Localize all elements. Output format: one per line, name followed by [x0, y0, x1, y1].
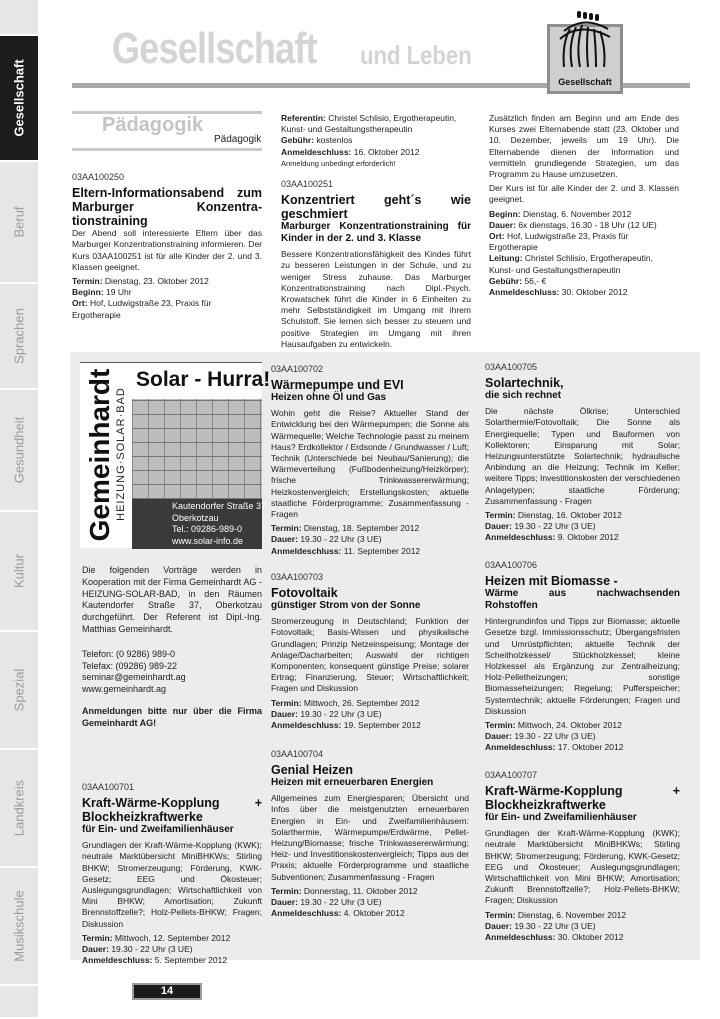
course-anmeldeschluss: 5. September 2012 — [154, 955, 228, 966]
course-dauer: 19.30 - 22 Uhr (3 UE) — [300, 534, 382, 545]
course-code: 03AA100251 — [281, 179, 334, 190]
course-dauer: 19.30 - 22 Uhr (3 UE) — [514, 521, 596, 532]
course-anmeldeschluss: Anmeldeschluss: 16. Oktober 2012 — [281, 146, 420, 157]
weeping-willow-icon — [550, 9, 620, 69]
course-title: Solartechnik, — [485, 376, 564, 391]
course-title: Eltern-Informationsabend zum Marburger Konzentra-tionstraining — [72, 186, 262, 229]
sidetab-gesundheit[interactable] — [0, 390, 38, 512]
course-card: 03AA100704 Genial Heizen Heizen mit erneuerbaren Energien Allgemeines zum Energiesparen; Übersicht und Infos über die meistgenutzten erneuerbaren Energien in Ein- und Zweifamilienhäusern: Solarthermie, Wärmepumpe/Erdwärme, Pellet-Heizung/Biomasse; frische Trinkwassererwärmung; Heiz- und Investitionskostenvergleich; Tipps aus der Praxis; aktuelle Förderprogramme und staatliche Subventionen; Zusammenfassung - Fragen Termin: Donnerstag, 11. Oktober 2012 Dauer: 19.30 - 22 Uhr (3 UE) Anmeldeschluss: 4. Oktober 2012 — [271, 749, 469, 919]
course-anmeldeschluss: 17. Oktober 2012 — [557, 742, 624, 753]
sidetab-spezial[interactable] — [0, 632, 38, 750]
course-anmeldeschluss: Anmeldeschluss: 30. Oktober 2012 — [489, 287, 628, 298]
header-title-main: Gesellschaft — [112, 24, 317, 73]
course-termin: Dienstag, 18. September 2012 — [303, 523, 420, 534]
course-subtitle: Wärme aus nachwachsenden Rohstoffen — [485, 588, 680, 612]
course-termin: Mittwoch, 12. September 2012 — [114, 932, 231, 943]
gemeinhardt-advertisement — [80, 362, 271, 548]
course-anmeldeschluss: 9. Oktober 2012 — [557, 532, 619, 543]
course-description: Grundlagen der Kraft-Wärme-Kopplung (KWK); neutrale Marktübersicht MiniBHKWs; Stirling BHKW; Stromerzeugung; Förderung, KWK-Gesetz; EEG und Ökosteuer; Auslegungsgrundlagen; Wirtschaftlichkeit von Mini BHKW; Amortisation; Zukunft Brennstoffzelle?; Holz-Pellets-BHKW; Fragen; Diskussion — [485, 828, 680, 906]
course-description: Der Abend soll interessierte Eltern über das Marburger Konzentrationstraining informieren. Der Kurs 03AA100251 ist für alle Kinder der 2. und 3. Klassen geeignet. — [72, 228, 262, 272]
gesellschaft-logo — [547, 24, 623, 94]
course-03AA100251 — [281, 179, 471, 349]
course-leitung: Leitung: Christel Schlisio, Ergotherapeutin, Kunst- und Gestaltungstherapeutin — [489, 253, 653, 275]
course-description: Stromerzeugung in Deutschland; Funktion der Fotovoltaik; Basis-Wissen und physikalische Grundlagen; Prinzip Netzeinspeisung; Montage der Anlage/Dacharbeiten; Auswahl der richtigen Komponenten; konsequent günstige Preise; solarer Ertrag; Finanzierung, Steuer; Wirtschaftlichkeit; Fragen und Diskussion — [271, 616, 469, 694]
course-anmeldeschluss: 30. Oktober 2012 — [557, 932, 624, 943]
fax: Telefax: (09286) 989-22 — [82, 660, 178, 671]
course-title: Kraft-Wärme-Kopplung + Blockheizkraftwerke — [485, 784, 680, 813]
course-termin: Donnerstag, 11. Oktober 2012 — [303, 885, 418, 896]
sidetab-landkreis[interactable] — [0, 750, 38, 868]
course-anmeldeschluss: 19. September 2012 — [343, 720, 421, 731]
cooperation-text: Die folgenden Vorträge werden in Kooperation mit der Firma Gemeinhardt AG - HEIZUNG-SOLAR-BAD, in den Räumen Kautendorfer Straße 37, Oberkotzau durchgeführt. Der Referent ist Dipl.-Ing. Matthias Gemeinhardt. — [82, 565, 262, 634]
course-title: Genial Heizen — [271, 763, 353, 778]
ad-brand-sub: HEIZUNG·SOLAR·BAD — [115, 387, 127, 521]
course-title: Konzentriert geht´s wie geschmiert — [281, 193, 471, 222]
course-termin: Dienstag, 16. Oktober 2012 — [517, 510, 622, 521]
course-subtitle: die sich rechnet — [485, 390, 562, 402]
course-code: 03AA100702 — [271, 364, 324, 374]
course-card: 03AA100705 Solartechnik, die sich rechnet Die nächste Ölkrise; Unterschied Solarthermie/Fotovoltaik; Die Sonne als Energiequelle; Typen und Bauformen von Kollektoren; Einsparung mit Solar; Heizungsunterstützte Solartechnik; hydraulische Anbindung an die Heizung; Technik im Keller; weitere Tipps; Investitionskosten der verschiedenen Anlagetypen; staatliche Förderung; Zusammenfassung - Fragen Termin: Dienstag, 16. Oktober 2012 Dauer: 19.30 - 22 Uhr (3 UE) Anmeldeschluss: 9. Oktober 2012 — [485, 362, 680, 543]
sidetab-label: Spezial — [11, 668, 27, 712]
course-card: 03AA100706 Heizen mit Biomasse - Wärme aus nachwachsenden Rohstoffen Hintergrundinfos und Tipps zur Biomasse; aktuelle Gesetze bzgl. Immissionsschutz; Übergangsfristen und Umrüstpflichten; aktuelle Technik der Scheitholzkessel/ Stückholzkessel; kleine Holzkessel als Ergänzung zur Zentralheizung; Holz-Pelletheizungen; sonstige Biomasseheizungen; Regelung; Pufferspeicher; Systemtechnik; aktuelle Förderungen; Fragen und Diskussion Termin: Mittwoch, 24. Oktober 2012 Dauer: 19.30 - 22 Uhr (3 UE) Anmeldeschluss: 17. Oktober 2012 — [485, 560, 680, 753]
sidetab-label: Kultur — [11, 554, 27, 588]
sidetab-label: Sprachen — [11, 308, 27, 364]
header-title-sub: und Leben — [360, 40, 472, 70]
course-card: 03AA100701 Kraft-Wärme-Kopplung + Blockheizkraftwerke für Ein- und Zweifamilienhäuser Grundlagen der Kraft-Wärme-Kopplung (KWK); neutrale Marktübersicht MiniBHKWs; Stirling BHKW; Stromerzeugung; Förderung, KWK-Gesetz; EEG und Ökosteuer; Auslegungsgrundlagen; Wirtschaftlichkeit von Mini BHKW; Amortisation; Zukunft Brennstoffzelle?; Holz-Pellets-BHKW; Fragen; Diskussion Termin: Mittwoch, 12. September 2012 Dauer: 19.30 - 22 Uhr (3 UE) Anmeldeschluss: 5. September 2012 — [82, 782, 262, 966]
course-code: 03AA100707 — [485, 770, 538, 780]
course-code: 03AA100703 — [271, 572, 324, 582]
course-card: 03AA100707 Kraft-Wärme-Kopplung + Blockheizkraftwerke für Ein- und Zweifamilienhäuser Grundlagen der Kraft-Wärme-Kopplung (KWK); neutrale Marktübersicht MiniBHKWs; Stirling BHKW; Stromerzeugung; Förderung, KWK-Gesetz; EEG und Ökosteuer; Auslegungsgrundlagen; Wirtschaftlichkeit von Mini BHKW; Amortisation; Zukunft Brennstoffzelle?; Holz-Pellets-BHKW; Fragen; Diskussion Termin: Dienstag, 6. November 2012 Dauer: 19.30 - 22 Uhr (3 UE) Anmeldeschluss: 30. Oktober 2012 — [485, 770, 680, 943]
sidetab-label: Landkreis — [11, 779, 27, 837]
course-title: Fotovoltaik — [271, 586, 338, 601]
sidetab-label: Gesundheit — [11, 416, 27, 484]
course-03AA100251-continued — [489, 113, 679, 298]
course-description: Allgemeines zum Energiesparen; Übersicht und Infos über die meistgenutzten erneuerbaren Energien in Ein- und Zweifamilienhäusern: Solarthermie, Wärmepumpe/Erdwärme, Pellet-Heizung/Biomasse; frische Trinkwassererwärmung; Heiz- und Investitionskostenvergleich; Tipps aus der Praxis; aktuelle Förderprogramme und staatliche Subventionen; Zusammenfassung - Fragen — [271, 793, 469, 882]
course-beginn: Beginn: 19 Uhr — [72, 287, 132, 298]
course-description-part2: Zusätzlich finden am Beginn und am Ende des Kurses zwei Elternabende statt (23. Oktober und 10. Dezember, jeweils um 19 Uhr). Die Elternabende dienen der Information und vermitteln grundlegende Strategien, um das Programm zu Hause umzusetzen. — [489, 113, 679, 180]
course-subtitle: für Ein- und Zweifamilienhäuser — [82, 824, 234, 836]
section-rule-bottom — [72, 148, 262, 151]
sidetab-label: Beruf — [11, 206, 27, 238]
course-description: Hintergrundinfos und Tipps zur Biomasse; aktuelle Gesetze bzgl. Immissionsschutz; Übergangsfristen und Umrüstpflichten; aktuelle Technik der Scheitholzkessel/ Stückholzkessel; kleine Holzkessel als Ergänzung zur Zentralheizung; Holz-Pelletheizungen; sonstige Biomasseheizungen; Regelung; Pufferspeicher; Systemtechnik; aktuelle Förderungen; Fragen und Diskussion — [485, 616, 680, 716]
cooperation-info — [82, 565, 262, 730]
sidetab-spacer — [0, 986, 38, 1019]
course-gebuehr: Gebühr: 56,- € — [489, 275, 547, 286]
course-dauer: Dauer: 6x dienstags, 16.30 - 18 Uhr (12 UE) — [489, 219, 657, 230]
section-tabs — [0, 0, 38, 1019]
registration-note: Anmeldungen bitte nur über die Firma Gemeinhardt AG! — [82, 705, 262, 728]
course-dauer: 19.30 - 22 Uhr (3 UE) — [300, 897, 382, 908]
registration-note: Anmeldung unbedingt erforderlich! — [281, 158, 396, 168]
page-number: 14 — [132, 983, 202, 1000]
sidetab-musikschule[interactable] — [0, 868, 38, 986]
course-description: Wohin geht die Reise? Aktueller Stand der Entwicklung bei den Wärmepumpen; die Sonne als Wärmequelle; Welche Technologie passt zu meinem Haus? Erdkollektor / Erdsonde / Grundwasser / Luft; Technik (Unterschiede bei Neubau/Sanierung); die Wärmeverteilung (Fußbodenheizung/Heizkörper); frische Trinkwassererwärmung; Heizkostenvergleich; Erstellungskosten; aktuelle staatliche Förderprogramme; Zusammenfassung - Fragen — [271, 408, 469, 520]
page-header-title — [112, 24, 472, 74]
ad-address: Kautendorfer Straße 37 Oberkotzau Tel.: 09286-989-0 www.solar-info.de — [172, 501, 267, 546]
course-dauer: 19.30 - 22 Uhr (3 UE) — [111, 944, 193, 955]
course-03AA100250 — [72, 172, 262, 321]
logo-text: Gesellschaft — [558, 77, 612, 87]
course-ort: Ort: Hof, Ludwigstraße 23, Praxis für Ergotherapie — [489, 231, 629, 253]
course-gebuehr: Gebühr: kostenlos — [281, 135, 353, 146]
course-anmeldeschluss: 11. September 2012 — [343, 545, 421, 556]
course-termin: Mittwoch, 26. September 2012 — [303, 697, 420, 708]
course-code: 03AA100250 — [72, 172, 125, 182]
sidetab-spacer — [0, 0, 38, 36]
section-label: Pädagogik — [214, 134, 262, 145]
course-subtitle: Marburger Konzentrationstraining für Kinder in der 2. und 3. Klasse — [281, 221, 471, 245]
course-dauer: 19.30 - 22 Uhr (3 UE) — [514, 731, 596, 742]
email-link[interactable]: seminar@gemeinhardt.ag — [82, 672, 186, 683]
course-title: Heizen mit Biomasse - — [485, 574, 618, 589]
course-title: Kraft-Wärme-Kopplung + Blockheizkraftwerke — [82, 796, 262, 825]
course-code: 03AA100705 — [485, 362, 538, 372]
course-code: 03AA100704 — [271, 749, 324, 759]
course-code: 03AA100706 — [485, 560, 538, 570]
course-description-part3: Der Kurs ist für alle Kinder der 2. und 3. Klassen geeignet. — [489, 183, 679, 205]
course-03AA100250-continued — [281, 113, 471, 349]
course-termin: Termin: Dienstag, 23. Oktober 2012 — [72, 276, 209, 287]
course-subtitle: Heizen ohne Öl und Gas — [271, 392, 387, 404]
course-subtitle: günstiger Strom von der Sonne — [271, 600, 421, 612]
course-card: 03AA100702 Wärmepumpe und EVI Heizen ohne Öl und Gas Wohin geht die Reise? Aktueller Stand der Entwicklung bei den Wärmepumpen; die Sonne als Wärmequelle; Welche Technologie passt zu meinem Haus? Erdkollektor / Erdsonde / Grundwasser / Luft; Technik (Unterschiede bei Neubau/Sanierung); die Wärmeverteilung (Fußbodenheizung/Heizkörper); frische Trinkwassererwärmung; Heizkostenvergleich; Erstellungskosten; aktuelle staatliche Förderprogramme; Zusammenfassung - Fragen Termin: Dienstag, 18. September 2012 Dauer: 19.30 - 22 Uhr (3 UE) Anmeldeschluss: 11. September 2012 — [271, 364, 469, 556]
course-anmeldeschluss: 4. Oktober 2012 — [343, 908, 405, 919]
course-description: Bessere Konzentrationsfähigkeit des Kindes führt zu besseren Leistungen in der Schule, und zu weniger Stress zuhause. Das Marburger Konzentrationstraining nach Dipl.-Psych. Krowatschek führt die Kinder in 6 Einheiten zu mehr Selbstständigkeit im Umgang mit ihrem Schulstoff. Sie lernen sich besser zu steuern und positive Strategien im Umgang mit ihren Hausaufgaben zu entwickeln. — [281, 249, 471, 349]
course-termin: Mittwoch, 24. Oktober 2012 — [517, 720, 622, 731]
course-code: 03AA100701 — [82, 782, 135, 792]
course-beginn: Beginn: Dienstag, 6. November 2012 — [489, 208, 632, 219]
sidetab-gesellschaft[interactable] — [0, 36, 38, 162]
ad-brand: Gemeinhardt — [84, 368, 115, 542]
sidetab-sprachen[interactable] — [0, 284, 38, 390]
course-subtitle: für Ein- und Zweifamilienhäuser — [485, 812, 637, 824]
sidetab-label: Gesellschaft — [11, 59, 27, 137]
course-referentin: Referentin: Christel Schlisio, Ergotherapeutin, Kunst- und Gestaltungstherapeutin — [281, 113, 457, 135]
course-title: Wärmepumpe und EVI — [271, 378, 404, 393]
course-description: Grundlagen der Kraft-Wärme-Kopplung (KWK); neutrale Marktübersicht MiniBHKWs; Stirling BHKW; Stromerzeugung; Förderung, KWK-Gesetz; EEG und Ökosteuer; Auslegungsgrundlagen; Wirtschaftlichkeit von Mini BHKW; Amortisation; Zukunft Brennstoffzelle?; Holz-Pellets-BHKW; Fragen; Diskussion — [82, 840, 262, 929]
sidetab-beruf[interactable] — [0, 162, 38, 284]
course-dauer: 19.30 - 22 Uhr (3 UE) — [300, 708, 382, 719]
course-card: 03AA100703 Fotovoltaik günstiger Strom von der Sonne Stromerzeugung in Deutschland; Funktion der Fotovoltaik; Basis-Wissen und physikalische Grundlagen; Prinzip Netzeinspeisung; Montage der Anlage/Dacharbeiten; Auswahl der richtigen Komponenten; konsequent günstige Preise; solarer Ertrag; Finanzierung, Steuer; Wirtschaftlichkeit; Fragen und Diskussion Termin: Mittwoch, 26. September 2012 Dauer: 19.30 - 22 Uhr (3 UE) Anmeldeschluss: 19. September 2012 — [271, 572, 469, 731]
ad-headline: Solar - Hurra! — [136, 368, 271, 391]
course-description: Die nächste Ölkrise; Unterschied Solarthermie/Fotovoltaik; Die Sonne als Energiequelle; Typen und Bauformen von Kollektoren; Einsparung mit Solar; Heizungsunterstützte Solartechnik; hydraulische Anbindung an die Heizung; Technik im Keller; weitere Tipps; Investitionskosten der verschiedenen Anlagetypen; staatliche Förderung; Zusammenfassung - Fragen — [485, 406, 680, 506]
sidetab-label: Musikschule — [11, 890, 27, 962]
section-ghost-title: Pädagogik — [102, 114, 204, 136]
course-termin: Dienstag, 6. November 2012 — [517, 909, 627, 920]
course-subtitle: Heizen mit erneuerbaren Energien — [271, 777, 434, 789]
website-link[interactable]: www.gemeinhardt.ag — [82, 684, 167, 695]
phone: Telefon: (0 9286) 989-0 — [82, 648, 176, 659]
sidetab-kultur[interactable] — [0, 512, 38, 632]
course-ort: Ort: Hof, Ludwigstraße 23, Praxis für Ergotherapie — [72, 298, 212, 320]
course-dauer: 19.30 - 22 Uhr (3 UE) — [514, 920, 596, 931]
